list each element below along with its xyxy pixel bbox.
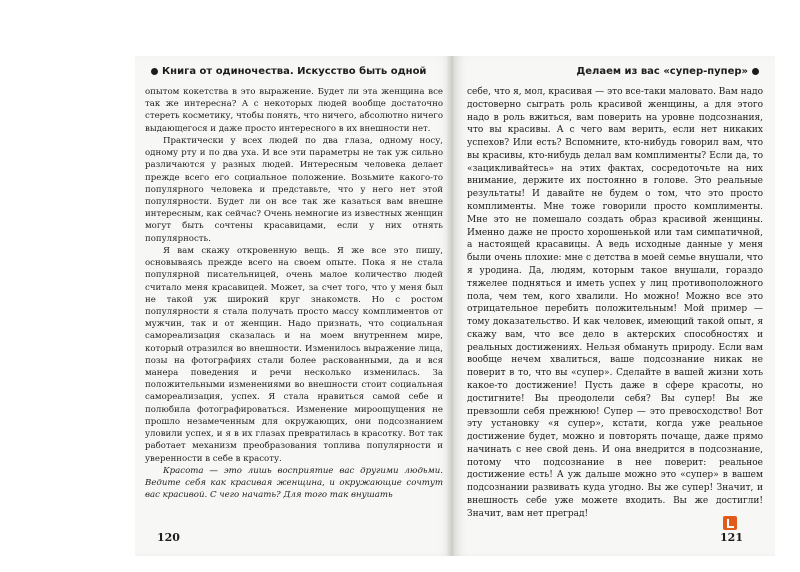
right-running-header — [576, 66, 763, 77]
publisher-logo-icon — [723, 516, 737, 530]
right-body-text — [467, 86, 763, 521]
left-page — [135, 56, 453, 556]
left-page-number: 120 — [157, 531, 180, 544]
bullet-icon — [752, 68, 759, 75]
bullet-icon — [151, 68, 158, 75]
right-header-text: Делаем из вас «супер-пупер» — [576, 66, 748, 77]
right-page-number: 121 — [720, 531, 743, 544]
paragraph: опытом кокетства в это выражение. Будет ли эта женщина все так же интересна? А с некоторых людей вообще достаточно стереть косметику, чтобы понять, что ничего, абсолютно ничего выдающегося и даже просто интересного в их внешности нет. — [145, 87, 443, 134]
paragraph: Красота — это лишь восприятие вас другими людьми. Ведите себя как красивая женщина, и окружающие сочтут вас красивой. С чего начать? Для того так внушать — [145, 465, 443, 501]
paragraph: Практически у всех людей по два глаза, одному носу, одному рту и по два уха. И все эти параметры не так уж сильно различаются у разных людей. Интересным человека делает прежде всего его социальное положение. Возьмите какого-то популярного человека и представьте, что у него нет этой популярности. Будет ли он все так же казаться вам внешне интересным, как сейчас? Очень немногие из известных женщин могут быть сочтены красавицами, если у них отнять популярность. — [145, 135, 443, 244]
right-page — [453, 56, 775, 556]
left-body-text — [145, 86, 443, 501]
paragraph: себе, что я, мол, красивая — это все-таки маловато. Вам надо достоверно сыграть роль красивой женщины, а для этого надо в роль вжиться, вам поверить на уровне подсознания, что вы красивы. А с чего вам верить, если нет никаких успехов? Или есть? Вспомните, кто-нибудь говорил вам, что вы красивы, кто-нибудь делал вам комплименты? Если да, то «зацикливайтесь» на этих фактах, сосредоточьте на них внимание, держите их постоянно в голове. Это реальные результаты! И давайте не будем о том, что это просто комплименты. Мне тоже говорили просто комплименты. Мне это не помешало создать образ красивой женщины. Именно даже не просто хорошенькой или там симпатичной, а настоящей красавицы. А ведь исходные данные у меня были очень плохие: мне с детства в моей семье внушали, что я уродина. Да, людям, которым такое внушали, гораздо тяжелее подняться и иметь успех у лиц противоположного пола, чем тем, кого хвалили. Но можно! Можно все это отрицательное перебить положительным! Мой пример — тому доказательство. И как человек, имеющий такой опыт, я скажу вам, что все дело в актерских способностях и реальных достижениях. Нельзя обмануть природу. Если вам вообще нечем хвалиться, ваше подсознание никак не поверит в то, что вы «супер». Сделайте в вашей жизни хоть какое-то достижение! Пусть даже в сфере красоты, но достигните! Вы преодолели себя? Вы супер! Вы же превзошли себя прежнюю! Супер — это превосходство! Вот эту установку «я супер», кстати, когда уже реальное достижение будет, можно и повторять почаще, даже прямо начинать с нее свой день. И она внедрится в подсознание, потому что подсознание в нее поверит: реальное достижение есть! А уж дальше можно это «супер» в вашем подсознании развивать куда угодно. Вы же супер! Значит, и внешность себе уже можете входить. Вы же достигли! Значит, вам нет преград! — [467, 87, 763, 519]
left-header-text: Книга от одиночества. Искусство быть одной — [162, 66, 427, 77]
left-running-header — [147, 66, 426, 77]
paragraph: Я вам скажу откровенную вещь. Я же все это пишу, основываясь прежде всего на своем опыте. Пока я не стала популярной писательницей, очень малое количество людей считало меня красавицей. Может, за счет того, что у меня был не такой уж широкий круг знакомств. Но с ростом популярности я стала получать просто массу комплиментов от мужчин, так и от женщин. Надо признать, что социальная самореализация сказалась и на моем внутреннем мире, который отразился во внешности. Изменилось выражение лица, позы на фотографиях стали более раскованными, да и вся манера поведения и речи несколько изменилась. За положительными изменениями во внешности стоит социальная самореализация, успех. Я стала нравиться самой себе и полюбила фотографироваться. Изменение мироощущения не прошло незамеченным для окружающих, они подсознанием уловили успех, и я в их глазах превратилась в красотку. Вот так работает механизм преобразования топлива популярности и уверенности в себе в красоту. — [145, 245, 443, 464]
